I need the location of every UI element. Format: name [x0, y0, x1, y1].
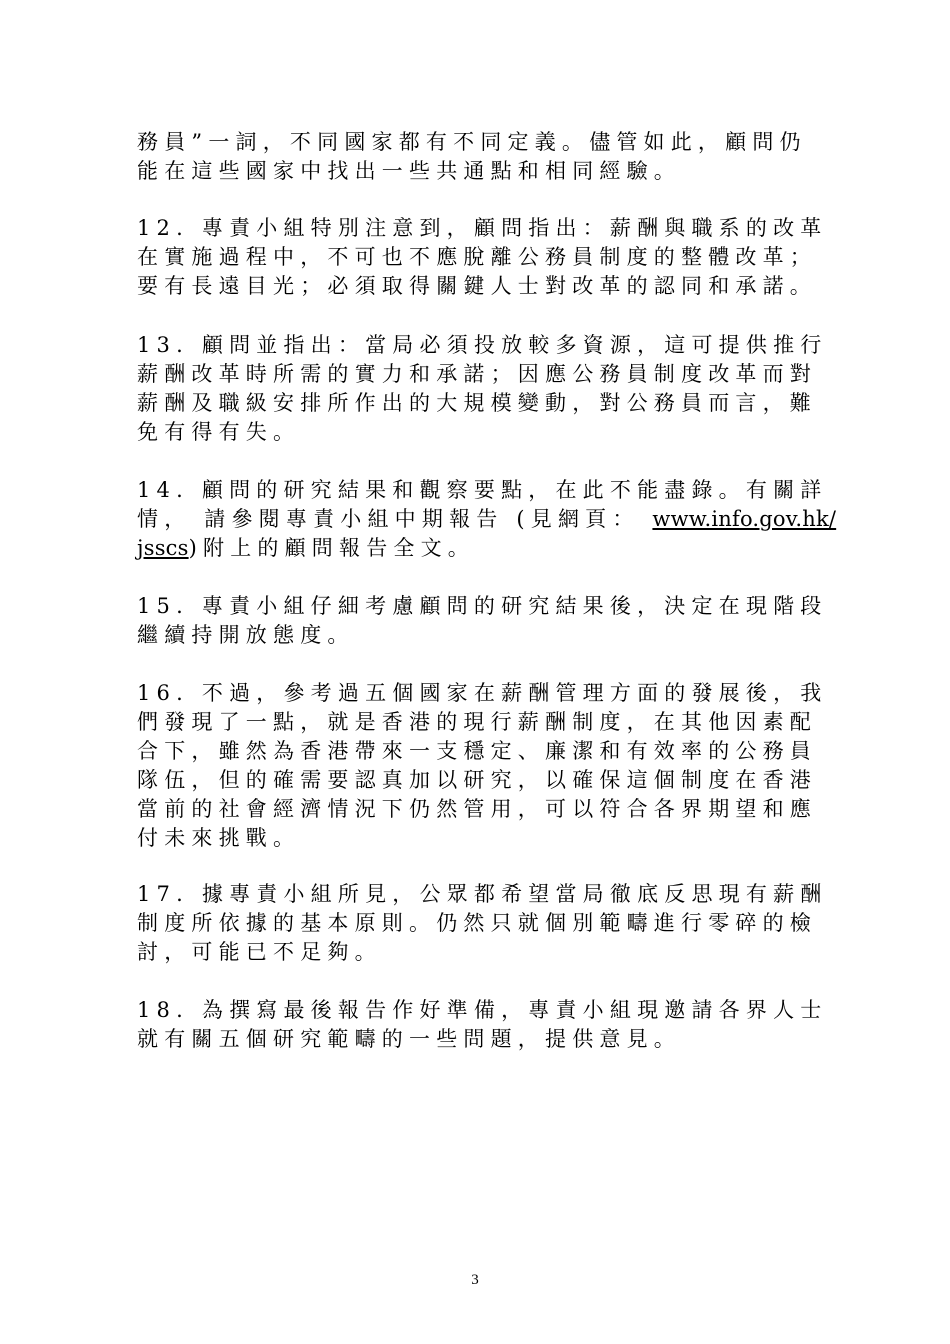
paragraph-15 — [137, 592, 828, 650]
text-line: 制度所依據的基本原則。仍然只就個別範疇進行零碎的檢 — [137, 911, 817, 935]
website-link[interactable]: www.info.gov.hk/ — [652, 507, 837, 531]
text-segment: )附上的顧問報告全文。 — [188, 536, 476, 560]
text-line: 18. 為撰寫最後報告作好準備，專責小組現邀請各界人士 — [137, 998, 828, 1022]
text-line: 們發現了一點，就是香港的現行薪酬制度，在其他因素配 — [137, 710, 817, 734]
text-line: 17. 據專責小組所見，公眾都希望當局徹底反思現有薪酬 — [137, 882, 828, 906]
paragraph-13 — [137, 331, 828, 447]
page-number: 3 — [471, 1272, 479, 1288]
paragraph-18 — [137, 996, 828, 1054]
text-line: 當前的社會經濟情況下仍然管用，可以符合各界期望和應 — [137, 797, 817, 821]
text-line: 就有關五個研究範疇的一些問題，提供意見。 — [137, 1027, 681, 1051]
text-line: 繼續持開放態度。 — [137, 623, 355, 647]
text-line: 在實施過程中，不可也不應脫離公務員制度的整體改革； — [137, 245, 817, 269]
paragraph-16 — [137, 679, 828, 853]
text-line: 討，可能已不足夠。 — [137, 940, 382, 964]
text-line: 12. 專責小組特別注意到，顧問指出：薪酬與職系的改革 — [137, 216, 828, 240]
paragraph-12 — [137, 214, 828, 301]
text-line: 隊伍，但的確需要認真加以研究，以確保這個制度在香港 — [137, 768, 817, 792]
text-line: 付未來挑戰。 — [137, 826, 301, 850]
text-line — [137, 534, 813, 563]
text-line: 薪酬及職級安排所作出的大規模變動，對公務員而言，難 — [137, 391, 817, 415]
paragraph-14 — [137, 476, 837, 563]
text-line: 16. 不過，參考過五個國家在薪酬管理方面的發展後，我 — [137, 681, 828, 705]
paragraph-17 — [137, 880, 828, 967]
text-line: 務員”一詞，不同國家都有不同定義。儘管如此，顧問仍 — [137, 130, 807, 154]
text-line: 能在這些國家中找出一些共通點和相同經驗。 — [137, 159, 681, 183]
text-line: 薪酬改革時所需的實力和承諾；因應公務員制度改革而對 — [137, 362, 817, 386]
text-line: 免有得有失。 — [137, 420, 301, 444]
paragraph-continuation — [137, 128, 813, 186]
text-line: 合下，雖然為香港帶來一支穩定、廉潔和有效率的公務員 — [137, 739, 817, 763]
text-line: 13. 顧問並指出：當局必須投放較多資源，這可提供推行 — [137, 333, 828, 357]
text-line: 要有長遠目光；必須取得關鍵人士對改革的認同和承諾。 — [137, 274, 817, 298]
website-link-continued[interactable]: jsscs — [137, 536, 189, 560]
text-line: 14. 顧問的研究結果和觀察要點，在此不能盡錄。有關詳 — [137, 478, 828, 502]
text-segment: 情， 請參閱專責小組中期報告 (見網頁： — [137, 507, 653, 531]
text-line: 15. 專責小組仔細考慮顧問的研究結果後，決定在現階段 — [137, 594, 828, 618]
text-line — [137, 505, 837, 534]
